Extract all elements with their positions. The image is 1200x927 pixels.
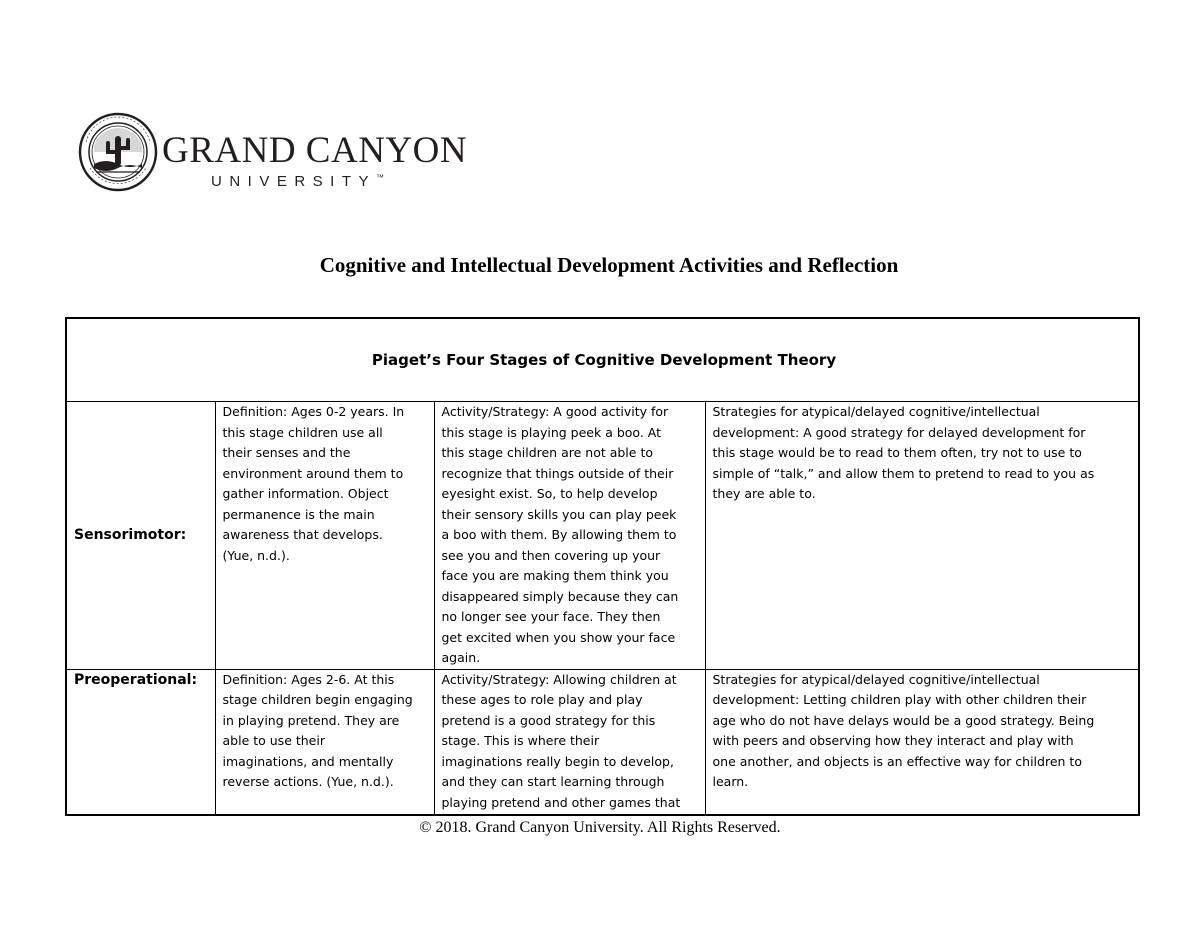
strategies-cell: Strategies for atypical/delayed cognitive/intellectual development: Letting children play with other children their age who do not have delays would be a good strategy. Being with peers and observing how they interact and play with one another, and objects is an effective way for children to learn. — [705, 669, 1139, 815]
logo-subtitle — [211, 174, 384, 189]
gcu-logo — [78, 112, 468, 198]
activity-cell: Activity/Strategy: Allowing children at these ages to role play and play pretend is a good strategy for this stage. This is where their imaginations really begin to develop, and they can start learning through playing pretend and other games that — [434, 669, 705, 815]
trademark-mark: ™ — [376, 173, 385, 182]
table-row — [66, 402, 1139, 670]
stage-label: Sensorimotor: — [66, 402, 215, 670]
logo-subtitle-text: UNIVERSITY — [211, 173, 377, 190]
saguaro-cactus-seal-icon — [78, 112, 158, 192]
strategies-cell: Strategies for atypical/delayed cognitive/intellectual development: A good strategy for delayed development for this stage would be to read to them often, try not to use to simple of “talk,” and allow them to pretend to read to you as they are able to. — [705, 402, 1139, 670]
copyright-footer: © 2018. Grand Canyon University. All Rights Reserved. — [419, 819, 781, 836]
table-row — [66, 669, 1139, 815]
definition-cell: Definition: Ages 0-2 years. In this stage children use all their senses and the environment around them to gather information. Object permanence is the main awareness that develops. (Yue, n.d.). — [215, 402, 434, 670]
stages-table — [65, 317, 1140, 816]
definition-cell: Definition: Ages 2-6. At this stage children begin engaging in playing pretend. They are able to use their imaginations, and mentally reverse actions. (Yue, n.d.). — [215, 669, 434, 815]
activity-cell: Activity/Strategy: A good activity for this stage is playing peek a boo. At this stage children are not able to recognize that things outside of their eyesight exist. So, to help develop their sensory skills you can play peek a boo with them. By allowing them to see you and then covering up your face you are making them think you disappeared simply because they can no longer see your face. They then get excited when you show your face again. — [434, 402, 705, 670]
table-header-row — [66, 318, 1139, 402]
stage-label: Preoperational: — [66, 669, 215, 815]
page-title: Cognitive and Intellectual Development Activities and Reflection — [319, 253, 899, 277]
logo-wordmark: GRAND CANYON — [162, 130, 468, 171]
table-heading: Piaget’s Four Stages of Cognitive Development Theory — [66, 318, 1139, 402]
